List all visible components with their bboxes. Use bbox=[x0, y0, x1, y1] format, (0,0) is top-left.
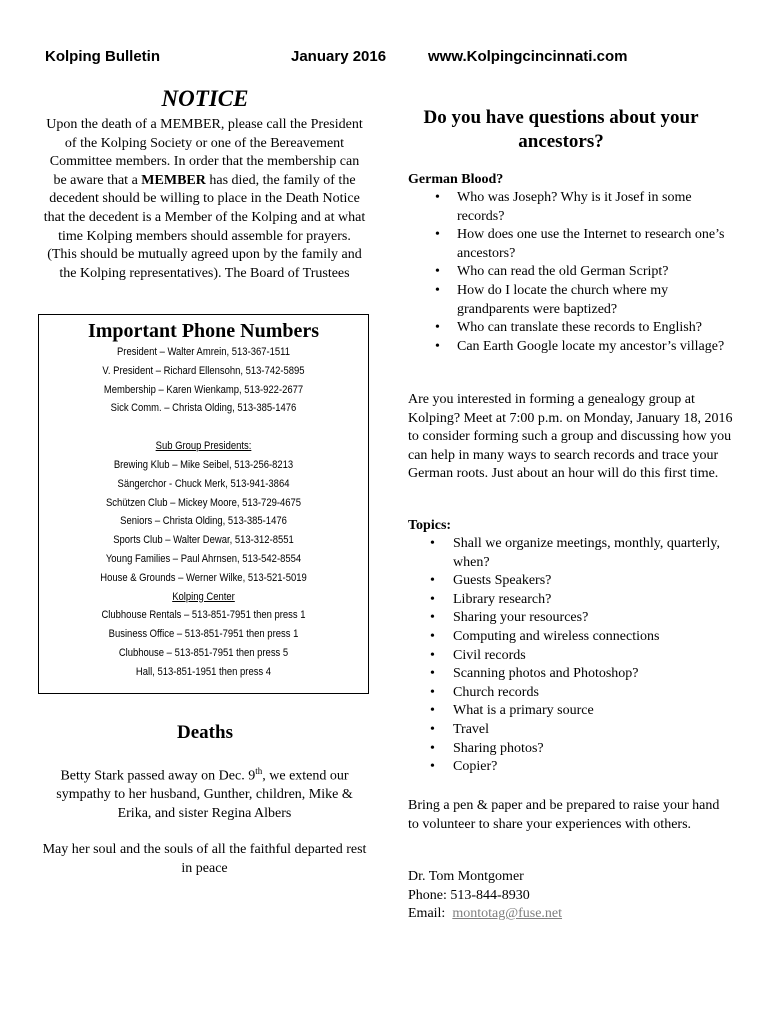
bullet-icon: • bbox=[430, 610, 435, 626]
bullet-icon: • bbox=[430, 721, 435, 737]
phone-line: Membership – Karen Wienkamp, 513-922-2677 bbox=[103, 383, 304, 396]
ancestors-title: Do you have questions about your ancestors? bbox=[423, 107, 699, 152]
list-item bbox=[408, 758, 733, 777]
list-item-text: How does one use the Internet to research one’s ancestors? bbox=[457, 227, 725, 261]
list-item-text: Civil records bbox=[453, 647, 526, 663]
list-item bbox=[408, 609, 733, 628]
notice-text-2: has died, the family of the decedent should be willing to place in the Death Notice that the decedent is a Member of the Kolping and at what time Kolping members should assemble for prayers. (This should be mutually agreed upon by the family and the Kolping representatives). The Board of Trustees bbox=[43, 172, 366, 281]
list-item-text: Copier? bbox=[453, 759, 498, 775]
phone-numbers-box bbox=[38, 314, 369, 694]
bullet-icon: • bbox=[430, 666, 435, 682]
list-item-text: Computing and wireless connections bbox=[453, 628, 660, 644]
bullet-icon: • bbox=[430, 759, 435, 775]
notice-member-emphasis: MEMBER bbox=[141, 172, 206, 188]
list-item bbox=[408, 282, 733, 319]
death-text-1: Betty Stark passed away on Dec. 9 bbox=[60, 768, 256, 784]
notice-title: NOTICE bbox=[161, 86, 249, 111]
contact-email-label: Email: bbox=[408, 906, 453, 922]
contact-phone: Phone: 513-844-8930 bbox=[408, 887, 530, 903]
bullet-icon: • bbox=[430, 740, 435, 756]
phone-line: House & Grounds – Werner Wilke, 513-521-5019 bbox=[100, 571, 307, 584]
list-item-text: What is a primary source bbox=[453, 703, 594, 719]
phone-line: Clubhouse – 513-851-7951 then press 5 bbox=[118, 646, 289, 659]
list-item-text: Scanning photos and Photoshop? bbox=[453, 666, 639, 682]
list-item-text: How do I locate the church where my grandparents were baptized? bbox=[457, 282, 669, 317]
bullet-icon: • bbox=[430, 628, 435, 644]
bring-instructions: Bring a pen & paper and be prepared to raise your hand to volunteer to share your experiences with others. bbox=[408, 798, 720, 832]
sub-group-heading: Sub Group Presidents: bbox=[155, 440, 252, 453]
phone-line: Business Office – 513-851-7951 then press 1 bbox=[108, 628, 299, 641]
notice-body bbox=[42, 116, 367, 283]
list-item-text: Church records bbox=[453, 684, 539, 700]
list-item bbox=[408, 263, 733, 282]
death-prayer: May her soul and the souls of all the faithful departed rest in peace bbox=[42, 842, 367, 877]
list-item bbox=[408, 740, 733, 759]
phone-line: Sick Comm. – Christa Olding, 513-385-1476 bbox=[110, 402, 297, 415]
phone-line: V. President – Richard Ellensohn, 513-742-5895 bbox=[102, 364, 305, 377]
contact-block bbox=[408, 868, 733, 924]
list-item bbox=[408, 572, 733, 591]
german-blood-list bbox=[408, 189, 733, 356]
list-item-text: Sharing your resources? bbox=[453, 610, 589, 626]
topics-heading: Topics: bbox=[408, 518, 452, 533]
bullet-icon: • bbox=[435, 227, 440, 243]
list-item bbox=[408, 647, 733, 666]
bullet-icon: • bbox=[430, 591, 435, 607]
list-item-text: Can Earth Google locate my ancestor’s village? bbox=[457, 338, 725, 354]
phone-numbers-title: Important Phone Numbers bbox=[87, 320, 320, 342]
bulletin-name: Kolping Bulletin bbox=[45, 48, 160, 65]
contact-email-link[interactable]: montotag@fuse.net bbox=[452, 906, 563, 922]
list-item-text: Who can translate these records to English? bbox=[457, 320, 702, 336]
bullet-icon: • bbox=[430, 536, 435, 551]
bullet-icon: • bbox=[430, 647, 435, 663]
genealogy-paragraph: Are you interested in forming a genealogy group at Kolping? Meet at 7:00 p.m. on Monday, January 18, 2016 to consider forming such a group and discussing how you can help in many ways to search records and trace your German roots. Just about an hour will do this first time. bbox=[408, 392, 733, 482]
bulletin-header bbox=[45, 48, 645, 70]
list-item bbox=[408, 702, 733, 721]
list-item-text: Sharing photos? bbox=[453, 740, 544, 756]
list-item bbox=[408, 684, 733, 703]
bullet-icon: • bbox=[435, 264, 440, 280]
website-link[interactable]: www.Kolpingcincinnati.com bbox=[428, 48, 628, 65]
bullet-icon: • bbox=[435, 190, 440, 205]
phone-line: Young Families – Paul Ahrnsen, 513-542-8554 bbox=[105, 552, 302, 565]
phone-line: Seniors – Christa Olding, 513-385-1476 bbox=[120, 515, 287, 528]
bullet-icon: • bbox=[435, 282, 440, 298]
death-announcement bbox=[42, 762, 367, 823]
topics-list bbox=[408, 535, 733, 777]
list-item bbox=[408, 665, 733, 684]
list-item-text: Travel bbox=[453, 721, 490, 737]
death-text-2: , we extend our sympathy to her husband, Gunther, children, Mike & Erika, and sister Regina Albers bbox=[56, 768, 353, 821]
list-item-text: Guests Speakers? bbox=[453, 573, 552, 589]
phone-line: Brewing Klub – Mike Seibel, 513-256-8213 bbox=[113, 458, 294, 471]
phone-line: Sängerchor - Chuck Merk, 513-941-3864 bbox=[117, 477, 290, 490]
contact-name: Dr. Tom Montgomer bbox=[408, 869, 524, 884]
phone-line: Schützen Club – Mickey Moore, 513-729-4675 bbox=[105, 496, 302, 509]
contact-email-row bbox=[408, 905, 733, 924]
list-item bbox=[408, 189, 733, 226]
deaths-title: Deaths bbox=[177, 722, 233, 743]
phone-line: President – Walter Amrein, 513-367-1511 bbox=[116, 346, 290, 358]
list-item-text: Shall we organize meetings, monthly, quarterly, when? bbox=[453, 536, 720, 570]
list-item bbox=[408, 338, 733, 357]
phone-list bbox=[62, 343, 345, 682]
list-item bbox=[408, 591, 733, 610]
bullet-icon: • bbox=[435, 320, 440, 336]
list-item-text: Who can read the old German Script? bbox=[457, 264, 669, 280]
bullet-icon: • bbox=[430, 573, 435, 589]
phone-line: Hall, 513-851-1951 then press 4 bbox=[135, 665, 272, 678]
notice-text-1: Upon the death of a MEMBER, please call the President of the Kolping Society or one of the Bereavement Committee members. In order that the membership can be aware that a bbox=[46, 117, 363, 188]
phone-line: Clubhouse Rentals – 513-851-7951 then press 1 bbox=[101, 609, 306, 622]
german-blood-heading: German Blood? bbox=[408, 172, 504, 187]
list-item-text: Library research? bbox=[453, 591, 552, 607]
bullet-icon: • bbox=[430, 703, 435, 719]
list-item bbox=[408, 319, 733, 338]
bulletin-date: January 2016 bbox=[291, 48, 387, 65]
bullet-icon: • bbox=[430, 684, 435, 700]
list-item-text: Who was Joseph? Why is it Josef in some records? bbox=[457, 190, 692, 224]
phone-line: Sports Club – Walter Dewar, 513-312-8551 bbox=[113, 534, 294, 547]
deaths-body bbox=[42, 762, 367, 879]
list-item bbox=[408, 226, 733, 263]
bullet-icon: • bbox=[435, 338, 440, 354]
list-item bbox=[408, 721, 733, 740]
list-item bbox=[408, 535, 733, 572]
list-item bbox=[408, 628, 733, 647]
kolping-center-heading: Kolping Center bbox=[172, 590, 235, 603]
death-text-sup: th bbox=[255, 766, 263, 776]
